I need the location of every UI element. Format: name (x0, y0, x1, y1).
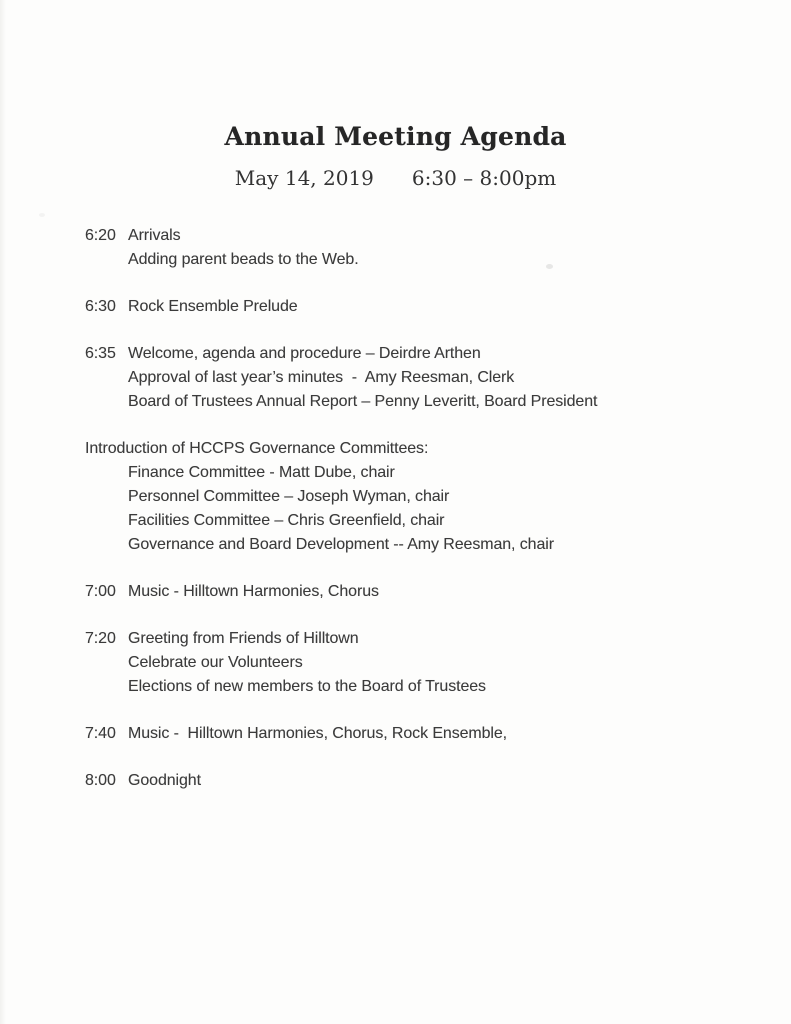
agenda-item-lines (128, 342, 751, 414)
agenda-item-time: 7:20 (85, 630, 116, 647)
meeting-time-range: 6:30 – 8:00pm (411, 166, 557, 190)
agenda-line: Approval of last year’s minutes - Amy Reesman, Clerk (128, 369, 515, 386)
agenda-line: Greeting from Friends of Hilltown (128, 630, 359, 647)
agenda-item-lines (128, 295, 751, 319)
scan-speck (39, 213, 45, 217)
agenda-item (85, 627, 751, 699)
page-subtitle (0, 165, 791, 191)
agenda-item (85, 437, 751, 557)
agenda-line: Finance Committee - Matt Dube, chair (128, 464, 395, 481)
agenda-item-lines (85, 437, 751, 557)
document-header (0, 120, 791, 191)
agenda-item-lines (128, 627, 751, 699)
agenda-line: Music - Hilltown Harmonies, Chorus, Rock Ensemble, (128, 725, 508, 742)
agenda-line: Governance and Board Development -- Amy Reesman, chair (128, 536, 554, 553)
agenda-item-time: 7:40 (85, 725, 116, 742)
page-title: Annual Meeting Agenda (224, 122, 567, 151)
agenda-item-time: 6:30 (85, 298, 116, 315)
agenda-section-heading: Introduction of HCCPS Governance Committees: (85, 440, 429, 457)
agenda-line: Personnel Committee – Joseph Wyman, chair (128, 488, 450, 505)
agenda-line: Rock Ensemble Prelude (128, 298, 298, 315)
agenda-item-time: 6:20 (85, 227, 116, 244)
agenda-line: Facilities Committee – Chris Greenfield, chair (128, 512, 445, 529)
agenda-line: Adding parent beads to the Web. (128, 251, 359, 268)
agenda-line: Welcome, agenda and procedure – Deirdre Arthen (128, 345, 481, 362)
agenda-item-time: 6:35 (85, 345, 116, 362)
agenda-item (85, 224, 751, 272)
agenda-item (85, 342, 751, 414)
agenda-item-time: 8:00 (85, 772, 116, 789)
agenda-line: Elections of new members to the Board of Trustees (128, 678, 486, 695)
agenda-item (85, 769, 751, 793)
agenda-line: Celebrate our Volunteers (128, 654, 303, 671)
agenda-list (85, 224, 751, 816)
agenda-item-time: 7:00 (85, 583, 116, 600)
agenda-item (85, 580, 751, 604)
agenda-line: Arrivals (128, 227, 181, 244)
agenda-item (85, 722, 751, 746)
agenda-item-lines (128, 580, 751, 604)
agenda-line: Music - Hilltown Harmonies, Chorus (128, 583, 379, 600)
agenda-item (85, 295, 751, 319)
agenda-line: Board of Trustees Annual Report – Penny Leveritt, Board President (128, 393, 598, 410)
agenda-item-lines (128, 769, 751, 793)
agenda-item-lines (128, 722, 751, 746)
agenda-line: Goodnight (128, 772, 201, 789)
agenda-item-lines (128, 224, 751, 272)
meeting-date: May 14, 2019 (234, 166, 374, 190)
